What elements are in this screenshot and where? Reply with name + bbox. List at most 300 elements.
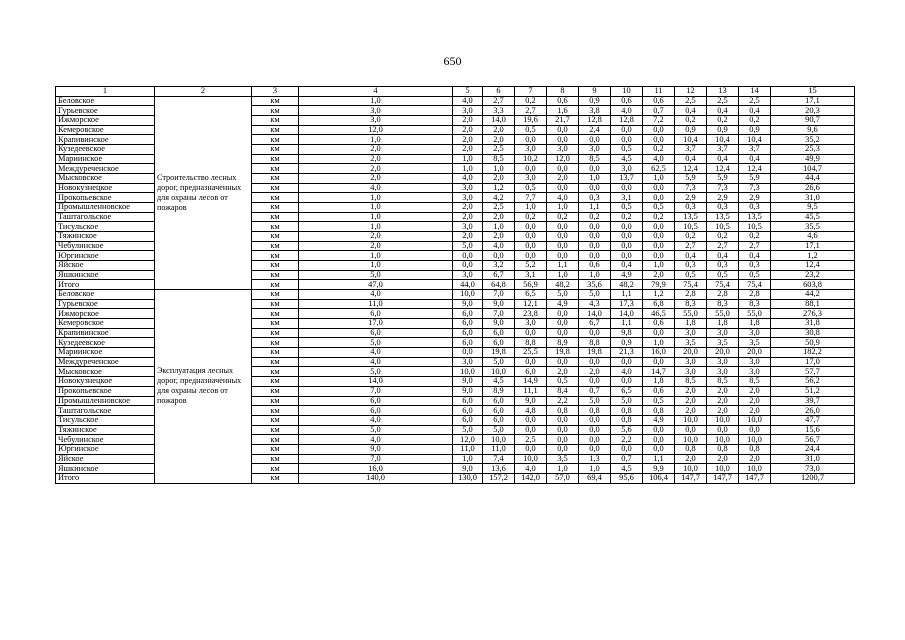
value-cell: 1,0: [299, 203, 453, 213]
value-cell: 0,2: [739, 232, 771, 242]
value-cell: 2,9: [707, 193, 739, 203]
value-cell: 3,0: [739, 357, 771, 367]
value-cell: 0,0: [579, 425, 611, 435]
value-cell: 0,5: [547, 377, 579, 387]
value-cell: 7,2: [643, 116, 675, 126]
forestry-name: Яйское: [56, 261, 155, 271]
value-cell: 0,0: [579, 232, 611, 242]
value-cell: 0,0: [579, 183, 611, 193]
value-cell: 0,9: [611, 338, 643, 348]
value-cell: 0,2: [707, 232, 739, 242]
value-cell: 1,0: [547, 203, 579, 213]
value-cell: 4,2: [483, 193, 515, 203]
value-cell: 4,0: [299, 415, 453, 425]
value-cell: 3,0: [675, 367, 707, 377]
forestry-name: Беловское: [56, 290, 155, 300]
value-cell: 1,1: [611, 290, 643, 300]
value-cell: 4,0: [483, 241, 515, 251]
value-cell: 0,9: [707, 125, 739, 135]
value-cell: 0,4: [707, 106, 739, 116]
value-cell: 4,3: [579, 299, 611, 309]
value-cell: 1,0: [643, 261, 675, 271]
value-cell: 0,2: [643, 145, 675, 155]
row-total-cell: 73,0: [771, 464, 855, 474]
value-cell: 64,8: [483, 280, 515, 290]
value-cell: 2,8: [707, 290, 739, 300]
unit-cell: км: [252, 222, 299, 232]
forestry-name: Гурьевское: [56, 299, 155, 309]
table-body: [56, 96, 855, 483]
unit-cell: км: [252, 232, 299, 242]
row-total-cell: 44,4: [771, 174, 855, 184]
value-cell: 0,8: [739, 444, 771, 454]
value-cell: 12,1: [515, 299, 547, 309]
row-total-cell: 35,5: [771, 222, 855, 232]
value-cell: 4,0: [299, 183, 453, 193]
value-cell: 5,0: [453, 425, 483, 435]
value-cell: 0,0: [579, 444, 611, 454]
value-cell: 6,0: [483, 406, 515, 416]
value-cell: 0,0: [547, 309, 579, 319]
value-cell: 2,0: [707, 454, 739, 464]
value-cell: 0,0: [643, 425, 675, 435]
value-cell: 7,3: [675, 183, 707, 193]
value-cell: 5,0: [579, 290, 611, 300]
value-cell: 2,0: [453, 116, 483, 126]
row-total-cell: 57,7: [771, 367, 855, 377]
value-cell: 0,0: [675, 425, 707, 435]
value-cell: 3,0: [299, 116, 453, 126]
value-cell: 2,5: [515, 435, 547, 445]
value-cell: 0,0: [453, 348, 483, 358]
value-cell: 13,5: [739, 212, 771, 222]
activity-name: Строительство лесных дорог, предназначенных для охраны лесов от пожаров: [155, 96, 252, 289]
row-total-cell: 88,1: [771, 299, 855, 309]
value-cell: 2,8: [675, 290, 707, 300]
value-cell: 9,0: [483, 319, 515, 329]
value-cell: 1,0: [547, 270, 579, 280]
value-cell: 1,0: [579, 464, 611, 474]
value-cell: 0,0: [611, 377, 643, 387]
unit-cell: км: [252, 96, 299, 106]
value-cell: 5,6: [611, 425, 643, 435]
value-cell: 4,0: [299, 357, 453, 367]
value-cell: 8,8: [515, 338, 547, 348]
value-cell: 2,0: [299, 174, 453, 184]
value-cell: 0,5: [739, 270, 771, 280]
value-cell: 0,4: [611, 261, 643, 271]
value-cell: 4,9: [643, 415, 675, 425]
forestry-name: Юргинское: [56, 444, 155, 454]
value-cell: 13,7: [611, 174, 643, 184]
value-cell: 0,8: [675, 444, 707, 454]
value-cell: 4,0: [611, 106, 643, 116]
value-cell: 2,0: [453, 125, 483, 135]
value-cell: 55,0: [707, 309, 739, 319]
value-cell: 0,0: [547, 435, 579, 445]
value-cell: 0,0: [579, 357, 611, 367]
unit-cell: км: [252, 309, 299, 319]
value-cell: 6,0: [483, 396, 515, 406]
forestry-name: Мариинское: [56, 154, 155, 164]
column-number-header: 3: [252, 87, 299, 97]
forestry-name: Таштагольское: [56, 406, 155, 416]
unit-cell: км: [252, 174, 299, 184]
value-cell: 0,0: [579, 241, 611, 251]
value-cell: 0,0: [515, 222, 547, 232]
value-cell: 0,0: [515, 357, 547, 367]
value-cell: 0,7: [579, 386, 611, 396]
value-cell: 4,5: [483, 377, 515, 387]
value-cell: 2,0: [299, 241, 453, 251]
column-number-header: 15: [771, 87, 855, 97]
unit-cell: км: [252, 377, 299, 387]
value-cell: 2,0: [483, 212, 515, 222]
value-cell: 0,0: [643, 357, 675, 367]
value-cell: 3,5: [675, 338, 707, 348]
value-cell: 20,0: [675, 348, 707, 358]
value-cell: 13,5: [675, 212, 707, 222]
value-cell: 1,6: [547, 106, 579, 116]
value-cell: 0,0: [739, 425, 771, 435]
value-cell: 12,0: [299, 125, 453, 135]
value-cell: 0,4: [675, 154, 707, 164]
value-cell: 5,0: [299, 367, 453, 377]
unit-cell: км: [252, 464, 299, 474]
value-cell: 0,0: [547, 164, 579, 174]
value-cell: 6,7: [483, 270, 515, 280]
value-cell: 5,9: [675, 174, 707, 184]
forestry-name: Беловское: [56, 96, 155, 106]
value-cell: 1,0: [515, 203, 547, 213]
value-cell: 2,0: [707, 406, 739, 416]
row-total-cell: 56,2: [771, 377, 855, 387]
value-cell: 0,6: [643, 386, 675, 396]
row-total-cell: 17,1: [771, 241, 855, 251]
value-cell: 4,5: [611, 154, 643, 164]
value-cell: 0,0: [707, 425, 739, 435]
value-cell: 0,8: [643, 406, 675, 416]
value-cell: 2,5: [675, 96, 707, 106]
value-cell: 5,9: [739, 174, 771, 184]
unit-cell: км: [252, 135, 299, 145]
value-cell: 0,0: [453, 261, 483, 271]
value-cell: 0,0: [579, 328, 611, 338]
value-cell: 7,7: [515, 193, 547, 203]
value-cell: 6,7: [579, 319, 611, 329]
forestry-name: Тисульское: [56, 415, 155, 425]
value-cell: 1,0: [547, 464, 579, 474]
value-cell: 10,5: [675, 222, 707, 232]
value-cell: 2,9: [675, 193, 707, 203]
value-cell: 0,0: [643, 222, 675, 232]
value-cell: 35,6: [579, 280, 611, 290]
value-cell: 69,4: [579, 473, 611, 483]
value-cell: 8,5: [707, 377, 739, 387]
unit-cell: км: [252, 203, 299, 213]
value-cell: 142,0: [515, 473, 547, 483]
column-number-header: 7: [515, 87, 547, 97]
value-cell: 6,0: [453, 319, 483, 329]
value-cell: 10,0: [453, 367, 483, 377]
value-cell: 0,4: [739, 154, 771, 164]
value-cell: 75,4: [739, 280, 771, 290]
value-cell: 2,5: [483, 203, 515, 213]
value-cell: 0,4: [675, 106, 707, 116]
unit-cell: км: [252, 357, 299, 367]
value-cell: 2,0: [299, 154, 453, 164]
value-cell: 2,0: [739, 406, 771, 416]
value-cell: 6,0: [453, 309, 483, 319]
column-number-header: 14: [739, 87, 771, 97]
value-cell: 14,0: [579, 309, 611, 319]
value-cell: 0,0: [611, 251, 643, 261]
value-cell: 79,9: [643, 280, 675, 290]
value-cell: 4,8: [515, 406, 547, 416]
value-cell: 0,5: [515, 183, 547, 193]
value-cell: 8,5: [483, 154, 515, 164]
value-cell: 0,8: [611, 406, 643, 416]
value-cell: 12,8: [611, 116, 643, 126]
unit-cell: км: [252, 299, 299, 309]
value-cell: 14,0: [483, 116, 515, 126]
table-row: [56, 96, 855, 106]
unit-cell: км: [252, 193, 299, 203]
value-cell: 0,6: [643, 96, 675, 106]
forestry-name: Кемеровское: [56, 125, 155, 135]
value-cell: 10,0: [675, 435, 707, 445]
value-cell: 0,2: [675, 116, 707, 126]
value-cell: 0,5: [643, 203, 675, 213]
value-cell: 8,9: [547, 338, 579, 348]
value-cell: 0,0: [643, 251, 675, 261]
value-cell: 147,7: [707, 473, 739, 483]
value-cell: 0,9: [739, 125, 771, 135]
value-cell: 3,0: [515, 319, 547, 329]
value-cell: 5,0: [299, 270, 453, 280]
value-cell: 2,2: [611, 435, 643, 445]
row-total-cell: 12,4: [771, 261, 855, 271]
value-cell: 11,0: [453, 444, 483, 454]
row-total-cell: 17,0: [771, 357, 855, 367]
value-cell: 6,0: [453, 406, 483, 416]
value-cell: 1,1: [611, 319, 643, 329]
value-cell: 0,0: [515, 164, 547, 174]
value-cell: 0,6: [643, 319, 675, 329]
value-cell: 0,2: [515, 212, 547, 222]
value-cell: 6,0: [299, 309, 453, 319]
value-cell: 9,0: [453, 464, 483, 474]
value-cell: 0,0: [547, 183, 579, 193]
unit-cell: км: [252, 270, 299, 280]
forestry-name: Гурьевское: [56, 106, 155, 116]
forestry-name: Яйское: [56, 454, 155, 464]
value-cell: 6,5: [515, 290, 547, 300]
value-cell: 0,0: [611, 357, 643, 367]
value-cell: 1,0: [643, 174, 675, 184]
value-cell: 4,0: [453, 96, 483, 106]
unit-cell: км: [252, 425, 299, 435]
value-cell: 21,7: [547, 116, 579, 126]
row-total-cell: 17,1: [771, 96, 855, 106]
value-cell: 2,0: [707, 396, 739, 406]
column-number-header: 11: [643, 87, 675, 97]
value-cell: 3,7: [675, 145, 707, 155]
value-cell: 1,0: [579, 174, 611, 184]
value-cell: 75,4: [675, 280, 707, 290]
value-cell: 5,0: [579, 396, 611, 406]
column-number-header: 10: [611, 87, 643, 97]
value-cell: 6,0: [453, 338, 483, 348]
row-total-cell: 20,3: [771, 106, 855, 116]
value-cell: 6,0: [299, 396, 453, 406]
value-cell: 3,0: [707, 357, 739, 367]
value-cell: 8,5: [675, 377, 707, 387]
value-cell: 3,0: [547, 145, 579, 155]
value-cell: 8,4: [547, 386, 579, 396]
unit-cell: км: [252, 145, 299, 155]
value-cell: 11,1: [515, 386, 547, 396]
value-cell: 3,2: [483, 261, 515, 271]
value-cell: 12,0: [453, 435, 483, 445]
value-cell: 0,8: [707, 444, 739, 454]
value-cell: 2,0: [299, 164, 453, 174]
value-cell: 2,0: [739, 454, 771, 464]
value-cell: 7,3: [739, 183, 771, 193]
value-cell: 9,0: [299, 444, 453, 454]
column-number-header: 8: [547, 87, 579, 97]
value-cell: 7,0: [483, 290, 515, 300]
row-total-cell: 31,0: [771, 454, 855, 464]
value-cell: 0,0: [515, 444, 547, 454]
value-cell: 2,0: [547, 174, 579, 184]
value-cell: 2,0: [453, 203, 483, 213]
value-cell: 11,0: [483, 444, 515, 454]
forestry-name: Тисульское: [56, 222, 155, 232]
value-cell: 0,0: [579, 377, 611, 387]
value-cell: 20,0: [707, 348, 739, 358]
unit-cell: км: [252, 261, 299, 271]
value-cell: 0,0: [515, 425, 547, 435]
value-cell: 2,0: [739, 396, 771, 406]
value-cell: 16,0: [299, 464, 453, 474]
value-cell: 2,0: [453, 232, 483, 242]
value-cell: 2,5: [483, 145, 515, 155]
value-cell: 2,7: [739, 241, 771, 251]
value-cell: 8,8: [579, 338, 611, 348]
value-cell: 13,6: [483, 464, 515, 474]
value-cell: 12,4: [739, 164, 771, 174]
forestry-name: Юргинское: [56, 251, 155, 261]
value-cell: 1,0: [483, 222, 515, 232]
row-total-cell: 1,2: [771, 251, 855, 261]
value-cell: 2,0: [453, 135, 483, 145]
value-cell: 10,0: [707, 415, 739, 425]
value-cell: 0,4: [675, 251, 707, 261]
value-cell: 62,5: [643, 164, 675, 174]
value-cell: 56,9: [515, 280, 547, 290]
unit-cell: км: [252, 473, 299, 483]
forestry-name: Яшкинское: [56, 464, 155, 474]
unit-cell: км: [252, 116, 299, 126]
value-cell: 2,0: [547, 367, 579, 377]
value-cell: 0,0: [643, 232, 675, 242]
value-cell: 0,9: [579, 96, 611, 106]
row-total-cell: 1200,7: [771, 473, 855, 483]
value-cell: 0,3: [739, 203, 771, 213]
row-total-cell: 26,6: [771, 183, 855, 193]
value-cell: 7,4: [483, 454, 515, 464]
value-cell: 1,0: [299, 193, 453, 203]
value-cell: 55,0: [739, 309, 771, 319]
value-cell: 4,0: [547, 193, 579, 203]
row-total-cell: 31,0: [771, 193, 855, 203]
value-cell: 10,0: [453, 290, 483, 300]
unit-cell: км: [252, 164, 299, 174]
forestry-name: Прокопьевское: [56, 193, 155, 203]
value-cell: 1,0: [299, 261, 453, 271]
column-number-row: [56, 87, 855, 97]
unit-cell: км: [252, 328, 299, 338]
row-total-cell: 25,3: [771, 145, 855, 155]
forestry-table: [55, 86, 855, 484]
value-cell: 10,4: [739, 135, 771, 145]
value-cell: 147,7: [739, 473, 771, 483]
value-cell: 10,0: [739, 435, 771, 445]
value-cell: 2,0: [675, 454, 707, 464]
value-cell: 0,8: [579, 406, 611, 416]
value-cell: 0,0: [643, 444, 675, 454]
value-cell: 21,3: [611, 348, 643, 358]
value-cell: 1,2: [643, 290, 675, 300]
unit-cell: км: [252, 406, 299, 416]
value-cell: 95,6: [611, 473, 643, 483]
value-cell: 0,5: [675, 270, 707, 280]
value-cell: 3,0: [299, 106, 453, 116]
value-cell: 3,0: [707, 328, 739, 338]
value-cell: 17,0: [299, 319, 453, 329]
value-cell: 157,2: [483, 473, 515, 483]
value-cell: 0,0: [515, 232, 547, 242]
value-cell: 3,0: [453, 183, 483, 193]
value-cell: 1,2: [483, 183, 515, 193]
value-cell: 7,0: [483, 309, 515, 319]
value-cell: 0,0: [611, 183, 643, 193]
table-row: [56, 290, 855, 300]
forestry-name: Мысковское: [56, 367, 155, 377]
value-cell: 0,0: [547, 328, 579, 338]
row-total-cell: 50,9: [771, 338, 855, 348]
value-cell: 0,4: [739, 106, 771, 116]
forestry-name: Яшкинское: [56, 270, 155, 280]
value-cell: 0,0: [643, 435, 675, 445]
row-total-cell: 30,8: [771, 328, 855, 338]
forestry-name: Прокопьевское: [56, 386, 155, 396]
value-cell: 6,0: [299, 328, 453, 338]
forestry-name: Промышленновское: [56, 203, 155, 213]
value-cell: 14,9: [515, 377, 547, 387]
value-cell: 0,4: [739, 251, 771, 261]
value-cell: 3,0: [515, 174, 547, 184]
forestry-name: Мариинское: [56, 348, 155, 358]
value-cell: 9,9: [643, 464, 675, 474]
value-cell: 5,0: [483, 425, 515, 435]
value-cell: 2,0: [739, 386, 771, 396]
value-cell: 0,9: [675, 125, 707, 135]
value-cell: 3,7: [707, 145, 739, 155]
value-cell: 0,3: [707, 203, 739, 213]
value-cell: 23,8: [515, 309, 547, 319]
